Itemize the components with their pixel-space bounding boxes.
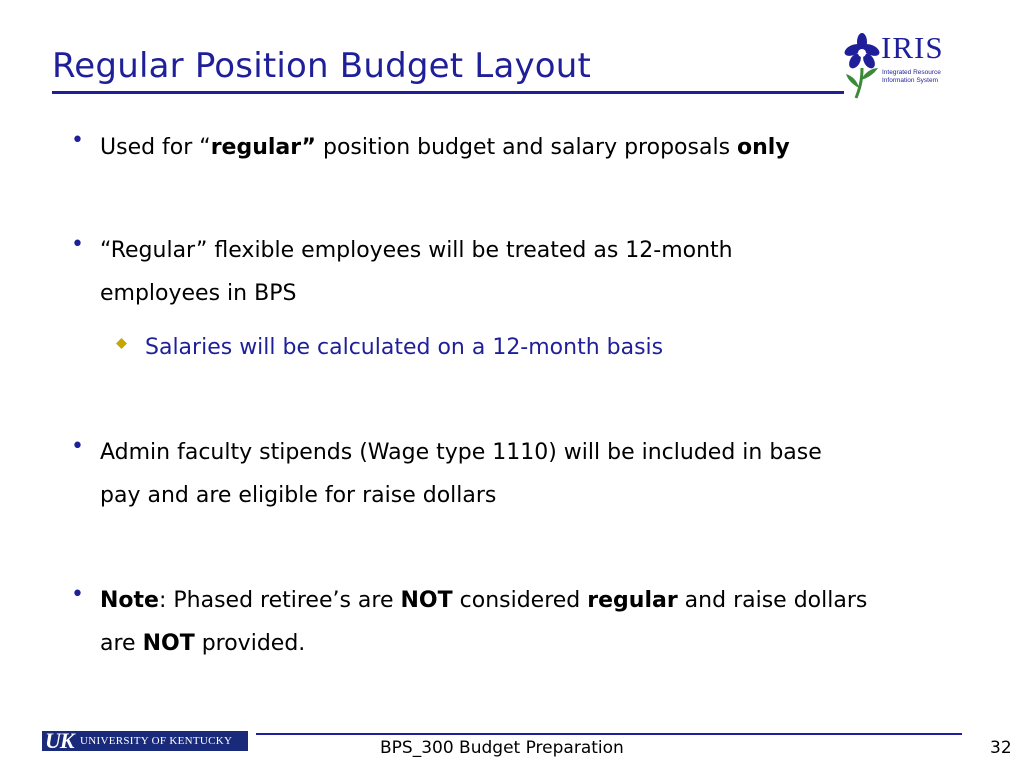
iris-subtitle: Integrated Resource Information System — [882, 69, 941, 84]
university-name: UNIVERSITY OF KENTUCKY — [80, 735, 233, 747]
diamond-bullet-icon — [116, 338, 127, 349]
iris-wordmark: IRIS — [881, 30, 944, 65]
bullet-dot: • — [71, 582, 84, 607]
iris-logo — [842, 30, 952, 100]
bullet-dot: • — [71, 232, 84, 257]
title-underline — [52, 91, 844, 94]
bullet-dot: • — [71, 434, 84, 459]
page-title: Regular Position Budget Layout — [52, 46, 592, 86]
bullet-text-3: Admin faculty stipends (Wage type 1110) will be included in base pay and are eligible for raise dollars — [100, 440, 822, 508]
sub-bullet-text: Salaries will be calculated on a 12-month basis — [145, 335, 664, 360]
page-number: 32 — [990, 738, 1012, 758]
university-logo — [42, 728, 248, 753]
footer-rule — [256, 733, 962, 735]
bullet-text-1: Used for “regular” position budget and salary proposals only — [100, 135, 790, 160]
footer-course: BPS_300 Budget Preparation — [380, 738, 624, 758]
uk-mark: UK — [45, 728, 74, 753]
flower-icon — [842, 30, 882, 100]
bullet-text-4: Note: Phased retiree’s are NOT considered regular and raise dollars are NOT provided. — [100, 588, 868, 656]
bullet-dot: • — [71, 128, 84, 153]
bullet-text-2: “Regular” flexible employees will be treated as 12-month employees in BPS — [100, 238, 733, 306]
